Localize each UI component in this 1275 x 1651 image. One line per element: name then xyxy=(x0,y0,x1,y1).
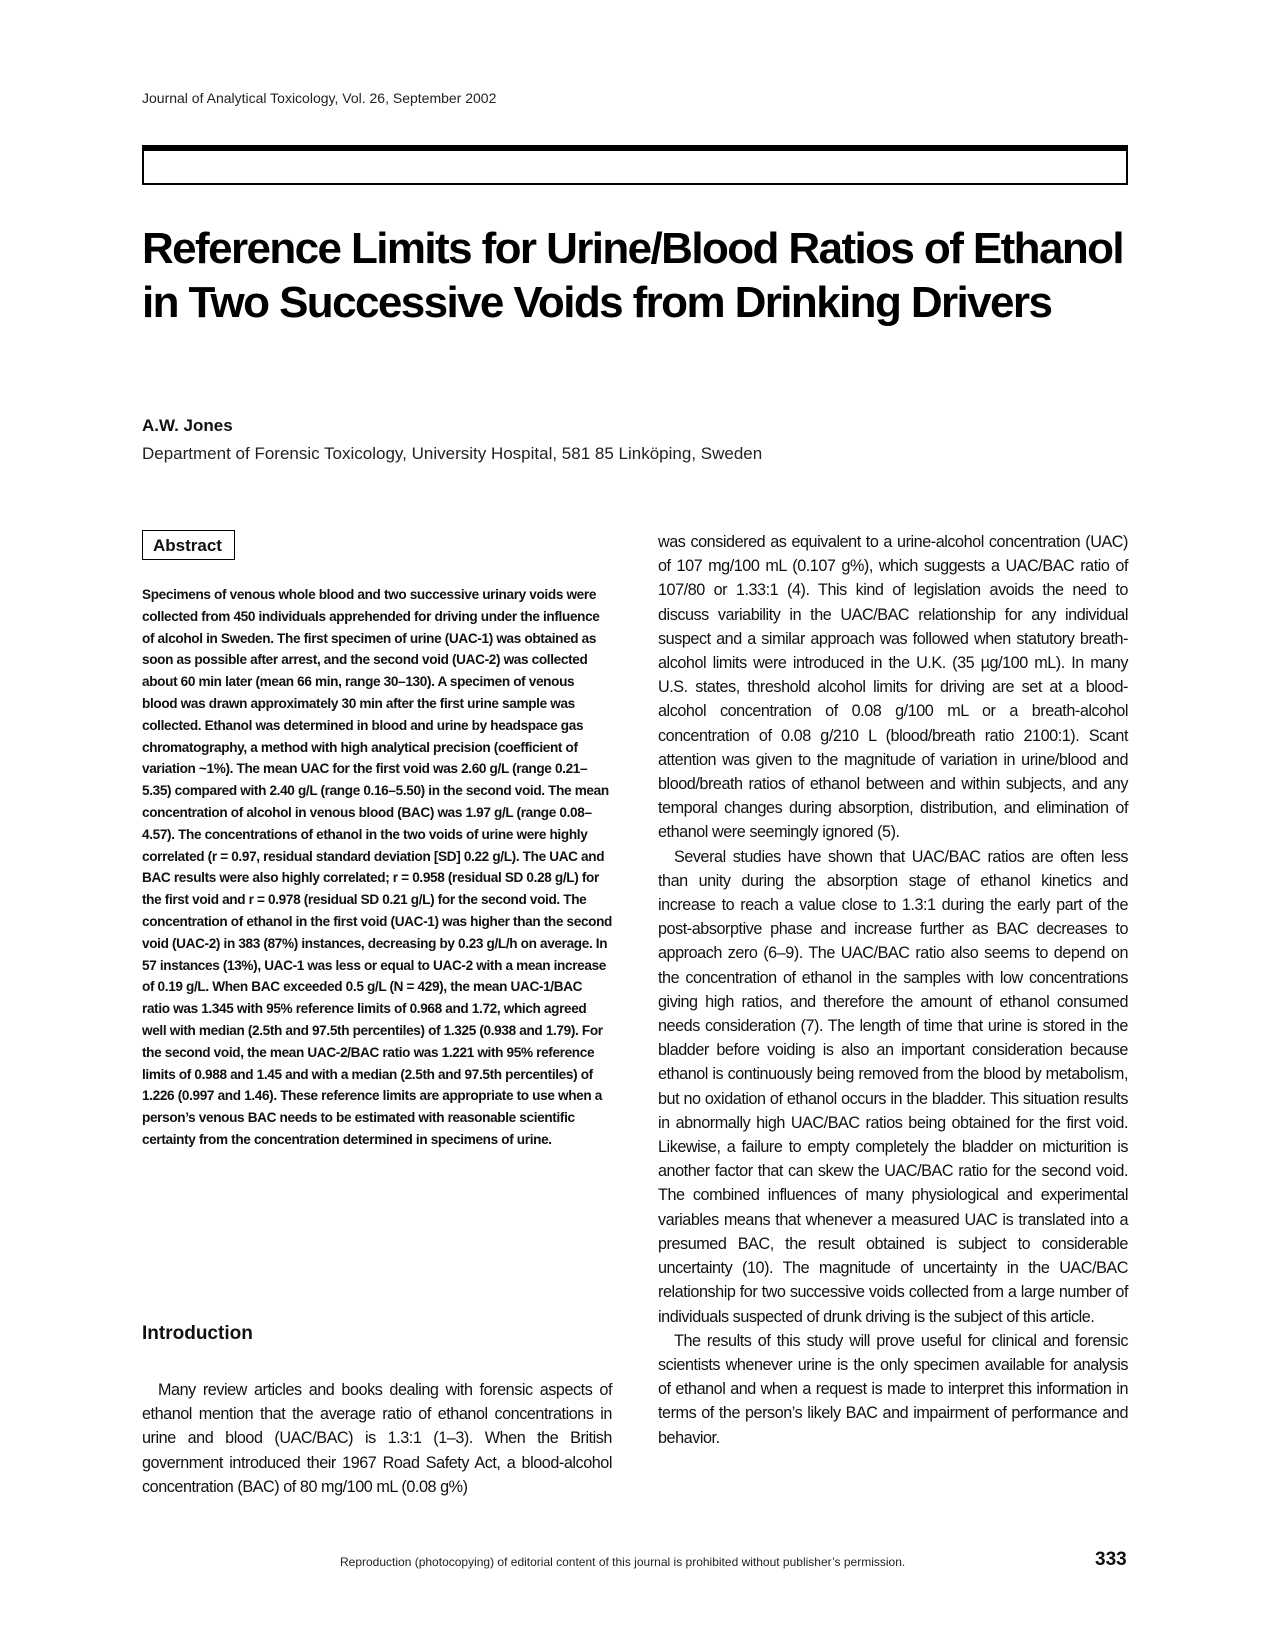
abstract-label: Abstract xyxy=(142,530,235,560)
page-number: 333 xyxy=(1095,1549,1127,1570)
body-paragraph: Several studies have shown that UAC/BAC ratios are often less than unity during the absorption stage of ethanol kinetics and increase to reach a value close to 1.3:1 during the early part of the post-absorptive phase and increase further as BAC decreases to approach zero (6–9). The UAC/BAC ratio also seems to depend on the concentration of ethanol in the samples with low concentrations giving high ratios, and therefore the amount of ethanol consumed needs consideration (7). The length of time that urine is stored in the bladder before voiding is also an important consideration because ethanol is continuously being removed from the blood by metabolism, but no oxidation of ethanol occurs in the bladder. This situation results in abnormally high UAC/BAC ratios being obtained for the first void. Likewise, a failure to empty completely the bladder on micturition is another factor that can skew the UAC/BAC ratio for the second void. The combined influences of many physiological and experimental variables means that whenever a measured UAC is translated into a presumed BAC, the result obtained is subject to considerable uncertainty (10). The magnitude of uncertainty in the UAC/BAC relationship for two successive voids collected from a large number of individuals suspected of drunk driving is the subject of this article. xyxy=(658,847,1128,1326)
title-rule-box xyxy=(142,145,1128,185)
body-paragraph: The results of this study will prove useful for clinical and forensic scientists whenever urine is the only specimen available for analysis of ethanol and when a request is made to interpret this information in terms of the person’s likely BAC and impairment of performance and behavior. xyxy=(658,1331,1128,1447)
article-title: Reference Limits for Urine/Blood Ratios of Ethanol in Two Successive Voids from Drinking Drivers xyxy=(142,224,1124,327)
author-name: A.W. Jones xyxy=(142,416,233,435)
abstract-text: Specimens of venous whole blood and two successive urinary voids were collected from 450 individuals apprehended for driving under the influence of alcohol in Sweden. The first specimen of urine (UAC-1) was obtained as soon as possible after arrest, and the second void (UAC-2) was collected about 60 min later (mean 66 min, range 30–130). A specimen of venous blood was drawn approximately 30 min after the first urine sample was collected. Ethanol was determined in blood and urine by headspace gas chromatography, a method with high analytical precision (coefficient of variation ~1%). The mean UAC for the first void was 2.60 g/L (range 0.21–5.35) compared with 2.40 g/L (range 0.16–5.50) in the second void. The mean concentration of alcohol in venous blood (BAC) was 1.97 g/L (range 0.08–4.57). The concentrations of ethanol in the two voids of urine were highly correlated (r = 0.97, residual standard deviation [SD] 0.22 g/L). The UAC and BAC results were also highly correlated; r = 0.958 (residual SD 0.28 g/L) for the first void and r = 0.978 (residual SD 0.21 g/L) for the second void. The concentration of ethanol in the first void (UAC-1) was higher than the second void (UAC-2) in 383 (87%) instances, decreasing by 0.23 g/L/h on average. In 57 instances (13%), UAC-1 was less or equal to UAC-2 with a mean increase of 0.19 g/L. When BAC exceeded 0.5 g/L (N = 429), the mean UAC-1/BAC ratio was 1.345 with 95% reference limits of 0.968 and 1.72, which agreed well with median (2.5th and 97.5th percentiles) of 1.325 (0.938 and 1.79). For the second void, the mean UAC-2/BAC ratio was 1.221 with 95% reference limits of 0.988 and 1.45 and with a median (2.5th and 97.5th percentiles) of 1.226 (0.997 and 1.46). These reference limits are appropriate to use when a person’s venous BAC needs to be estimated with reasonable scientific certainty from the concentration determined in specimens of urine. xyxy=(142,587,613,1147)
running-head: Journal of Analytical Toxicology, Vol. 26, September 2002 xyxy=(142,90,497,106)
footer-copyright-note: Reproduction (photocopying) of editorial content of this journal is prohibited without publisher’s permission. xyxy=(340,1555,906,1569)
body-paragraph-continued: was considered as equivalent to a urine-alcohol concentration (UAC) of 107 mg/100 mL (0.107 g%), which suggests a UAC/BAC ratio of 107/80 or 1.33:1 (4). This kind of legislation avoids the need to discuss variability in the UAC/BAC relationship for any individual suspect and a similar approach was followed when statutory breath-alcohol limits were introduced in the U.K. (35 µg/100 mL). In many U.S. states, threshold alcohol limits for driving are set at a blood-alcohol concentration of 0.08 g/100 mL or a breath-alcohol concentration of 0.08 g/210 L (blood/breath ratio 2100:1). Scant attention was given to the magnitude of variation in urine/blood and blood/breath ratios of ethanol between and within subjects, and any temporal changes during absorption, distribution, and elimination of ethanol were seemingly ignored (5). xyxy=(658,533,1128,842)
introduction-heading: Introduction xyxy=(142,1323,253,1344)
introduction-paragraph: Many review articles and books dealing with forensic aspects of ethanol mention that the average ratio of ethanol concentrations in urine and blood (UAC/BAC) is 1.3:1 (1–3). When the British government introduced their 1967 Road Safety Act, a blood-alcohol concentration (BAC) of 80 mg/100 mL (0.08 g%) xyxy=(142,1381,612,1496)
left-column xyxy=(142,530,612,1151)
right-column xyxy=(658,530,1128,1450)
author-affiliation: Department of Forensic Toxicology, University Hospital, 581 85 Linköping, Sweden xyxy=(142,444,763,463)
